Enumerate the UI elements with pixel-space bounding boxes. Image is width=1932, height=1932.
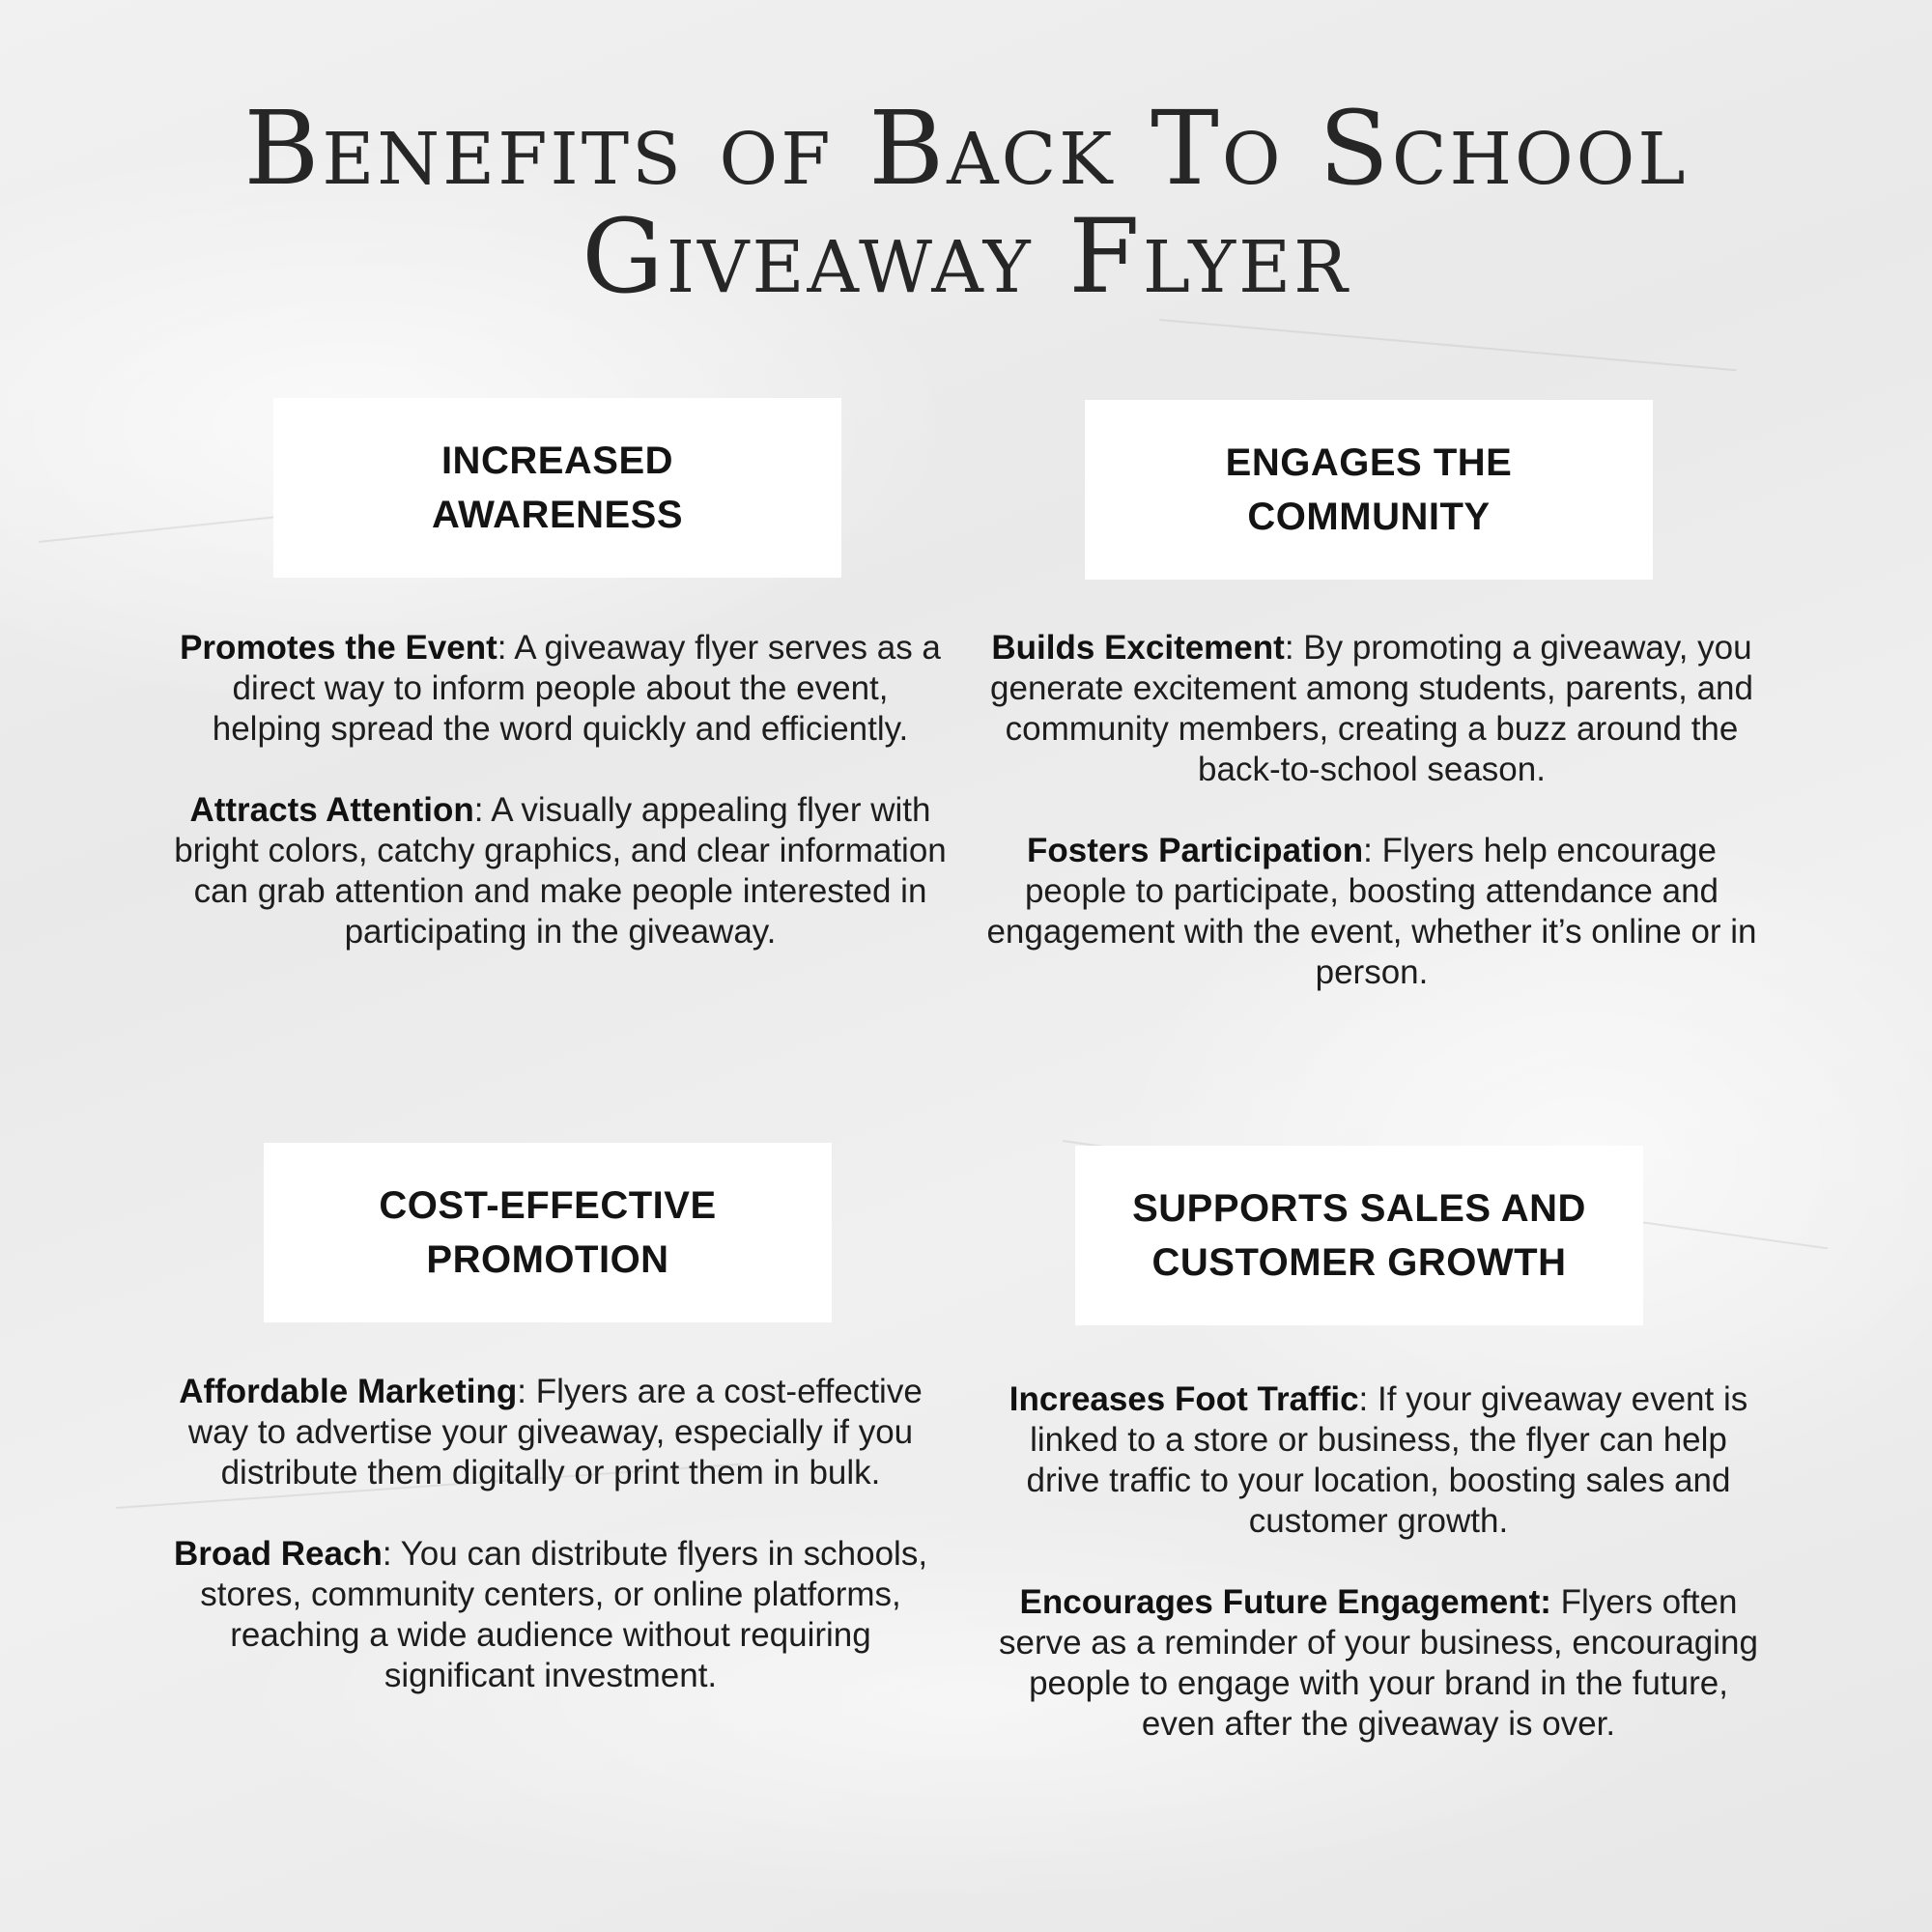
benefit-point <box>164 1534 937 1696</box>
benefit-description: A visually appealing flyer with bright colors, catchy graphics, and clear information can grab attention and make people interested in participating in the giveaway. <box>174 791 947 951</box>
benefit-point <box>992 1379 1765 1542</box>
benefit-description: If your giveaway event is linked to a store or business, the flyer can help drive traffic to your location, boosting sales and customer growth. <box>1026 1380 1748 1540</box>
section-heading-box-engages-community <box>1085 400 1653 580</box>
benefit-separator: : <box>382 1535 392 1573</box>
section-body-engages-community <box>985 628 1758 993</box>
section-heading <box>1132 1181 1586 1290</box>
benefit-description: By promoting a giveaway, you generate excitement among students, parents, and community members, creating a buzz around the back-to-school season. <box>990 629 1753 788</box>
benefit-description: Flyers are a cost-effective way to advertise your giveaway, especially if you distribute them digitally or print them in bulk. <box>187 1373 923 1492</box>
benefit-term: Encourages Future Engagement: <box>1019 1583 1551 1621</box>
section-heading-line: PROMOTION <box>426 1238 669 1281</box>
benefit-term: Promotes the Event <box>180 629 497 667</box>
benefit-term: Affordable Marketing <box>179 1373 518 1410</box>
section-heading-box-increased-awareness <box>273 398 841 578</box>
benefit-point <box>174 628 947 750</box>
page-title <box>0 89 1932 316</box>
benefit-term: Increases Foot Traffic <box>1009 1380 1359 1418</box>
title-line-2: Giveaway Flyer <box>582 197 1350 316</box>
section-heading-line: CUSTOMER GROWTH <box>1151 1241 1567 1284</box>
section-heading-box-cost-effective-promotion <box>264 1143 832 1322</box>
section-heading-line: COST-EFFECTIVE <box>379 1184 717 1227</box>
title-line-1: Benefits of Back To School <box>243 89 1689 208</box>
section-heading <box>379 1179 716 1287</box>
benefit-separator: : <box>1358 1380 1369 1418</box>
section-heading <box>1226 436 1513 544</box>
benefit-point <box>992 1582 1765 1745</box>
benefit-point <box>985 831 1758 993</box>
benefit-description: A giveaway flyer serves as a direct way to inform people about the event, helping spread the word quickly and efficiently. <box>212 629 941 748</box>
benefit-separator: : <box>1363 832 1373 869</box>
benefit-term: Fosters Participation <box>1027 832 1364 869</box>
section-heading <box>432 434 683 542</box>
marble-vein <box>1159 319 1737 371</box>
section-heading-line: ENGAGES THE <box>1225 441 1513 484</box>
benefit-description: You can distribute flyers in schools, stores, community centers, or online platforms, reaching a wide audience without requiring significant investment. <box>200 1535 928 1694</box>
section-heading-line: COMMUNITY <box>1247 496 1491 538</box>
benefit-point <box>174 790 947 952</box>
benefit-term: Builds Excitement <box>991 629 1285 667</box>
section-heading-line: SUPPORTS SALES AND <box>1132 1187 1586 1230</box>
benefit-point <box>164 1372 937 1493</box>
benefit-term: Broad Reach <box>173 1535 383 1573</box>
benefit-separator: : <box>1284 629 1294 667</box>
benefit-separator: : <box>473 791 484 829</box>
benefit-description: Flyers often serve as a reminder of your business, encouraging people to engage with your brand in the future, even after the giveaway is over. <box>999 1583 1758 1743</box>
benefit-separator: : <box>497 629 507 667</box>
section-heading-line: AWARENESS <box>431 494 684 536</box>
section-heading-line: INCREASED <box>440 440 674 482</box>
benefit-point <box>985 628 1758 790</box>
benefit-separator: : <box>517 1373 526 1410</box>
section-body-supports-sales <box>992 1379 1765 1745</box>
benefit-description: Flyers help encourage people to participate, boosting attendance and engagement with the event, whether it’s online or in person. <box>986 832 1757 991</box>
benefit-term: Attracts Attention <box>189 791 474 829</box>
section-heading-box-supports-sales <box>1075 1146 1643 1325</box>
section-body-increased-awareness <box>174 628 947 952</box>
section-body-cost-effective-promotion <box>164 1372 937 1696</box>
